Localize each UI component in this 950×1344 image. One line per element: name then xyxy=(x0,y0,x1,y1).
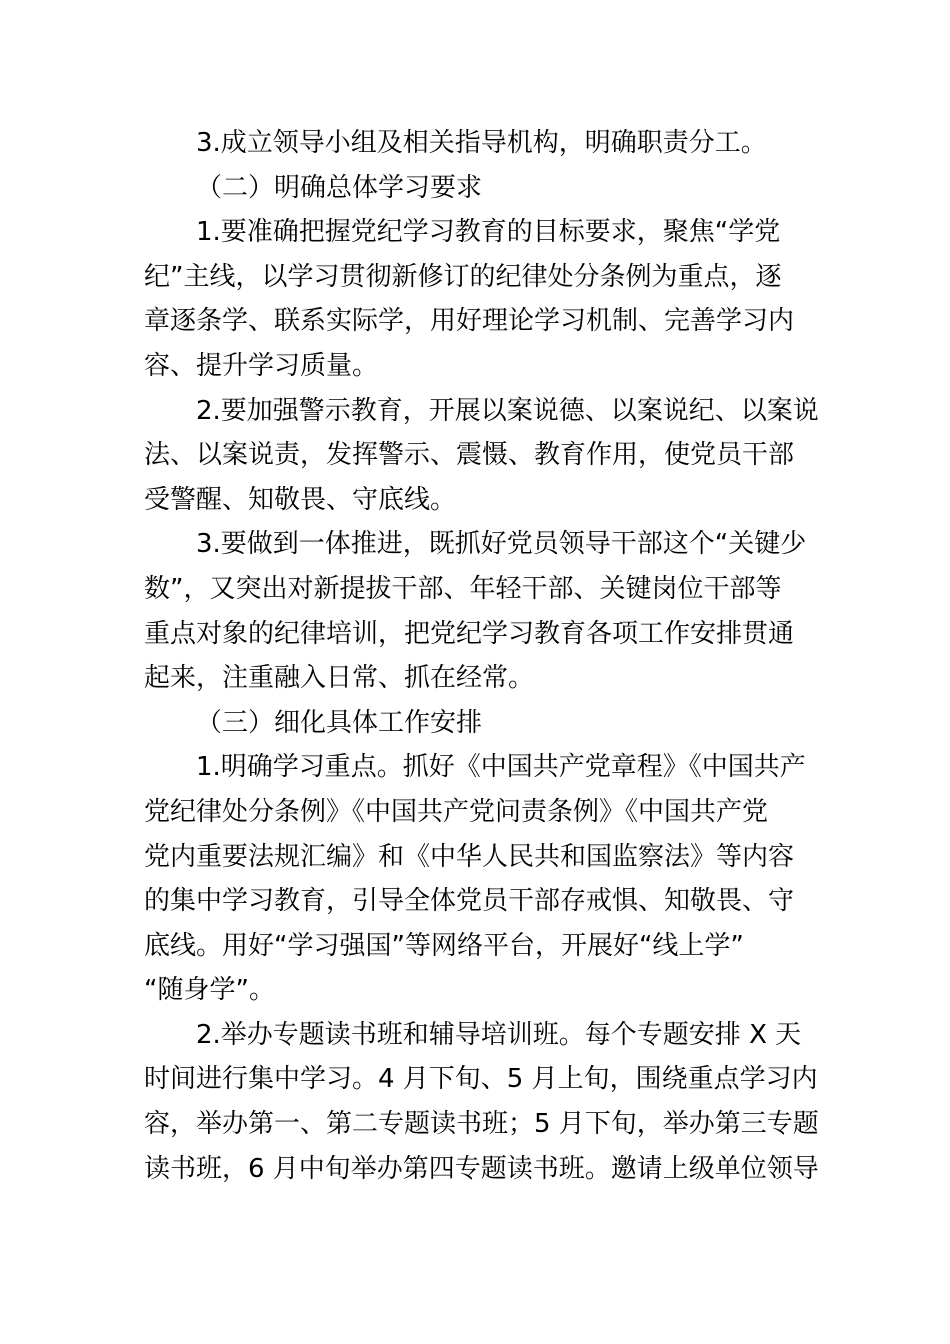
text-line: 容，举办第一、第二专题读书班；5 月下旬，举办第三专题 xyxy=(144,1109,819,1140)
text-line: 纪”主线，以学习贯彻新修订的纪律处分条例为重点，逐 xyxy=(144,261,782,292)
paragraph-item-3-leading-group xyxy=(144,121,810,166)
paragraph-requirement-3 xyxy=(144,522,810,700)
text-line: 读书班，6 月中旬举办第四专题读书班。邀请上级单位领导 xyxy=(144,1153,819,1184)
text-line: 2.举办专题读书班和辅导培训班。每个专题安排 X 天 xyxy=(196,1019,802,1050)
text-line: 1.要准确把握党纪学习教育的目标要求，聚焦“学党 xyxy=(196,217,781,248)
text-line: 3.成立领导小组及相关指导机构，明确职责分工。 xyxy=(196,128,767,158)
text-line: 党内重要法规汇编》和《中华人民共和国监察法》等内容 xyxy=(144,841,795,872)
paragraph-requirement-2 xyxy=(144,389,819,523)
text-line: 1.明确学习重点。抓好《中国共产党章程》《中国共产 xyxy=(196,752,806,783)
section-heading-2 xyxy=(144,166,810,211)
text-line: 重点对象的纪律培训，把党纪学习教育各项工作安排贯通 xyxy=(144,618,795,649)
text-line: （三）细化具体工作安排 xyxy=(196,707,483,738)
text-line: 数”，又突出对新提拔干部、年轻干部、关键岗位干部等 xyxy=(144,573,782,604)
text-line: 党纪律处分条例》《中国共产党问责条例》《中国共产党 xyxy=(144,796,769,827)
paragraph-arrangement-2 xyxy=(144,1013,819,1191)
text-line: 受警醒、知敬畏、守底线。 xyxy=(144,484,457,515)
text-line: 3.要做到一体推进，既抓好党员领导干部这个“关键少 xyxy=(196,529,807,560)
text-line: 的集中学习教育，引导全体党员干部存戒惧、知敬畏、守 xyxy=(144,886,795,917)
document-body xyxy=(144,121,819,1191)
text-line: 法、以案说责，发挥警示、震慑、教育作用，使党员干部 xyxy=(144,440,795,471)
paragraph-requirement-1 xyxy=(144,210,810,388)
text-line: 底线。用好“学习强国”等网络平台，开展好“线上学” xyxy=(144,930,744,961)
text-line: 时间进行集中学习。4 月下旬、5 月上旬，围绕重点学习内 xyxy=(144,1064,818,1095)
text-line: 2.要加强警示教育，开展以案说德、以案说纪、以案说 xyxy=(196,395,819,426)
section-heading-3 xyxy=(144,701,810,746)
text-line: 容、提升学习质量。 xyxy=(144,350,379,381)
text-line: 起来，注重融入日常、抓在经常。 xyxy=(144,663,535,694)
text-line: （二）明确总体学习要求 xyxy=(196,172,483,203)
paragraph-arrangement-1 xyxy=(144,745,810,1013)
text-line: “随身学”。 xyxy=(144,975,275,1006)
text-line: 章逐条学、联系实际学，用好理论学习机制、完善学习内 xyxy=(144,306,795,337)
